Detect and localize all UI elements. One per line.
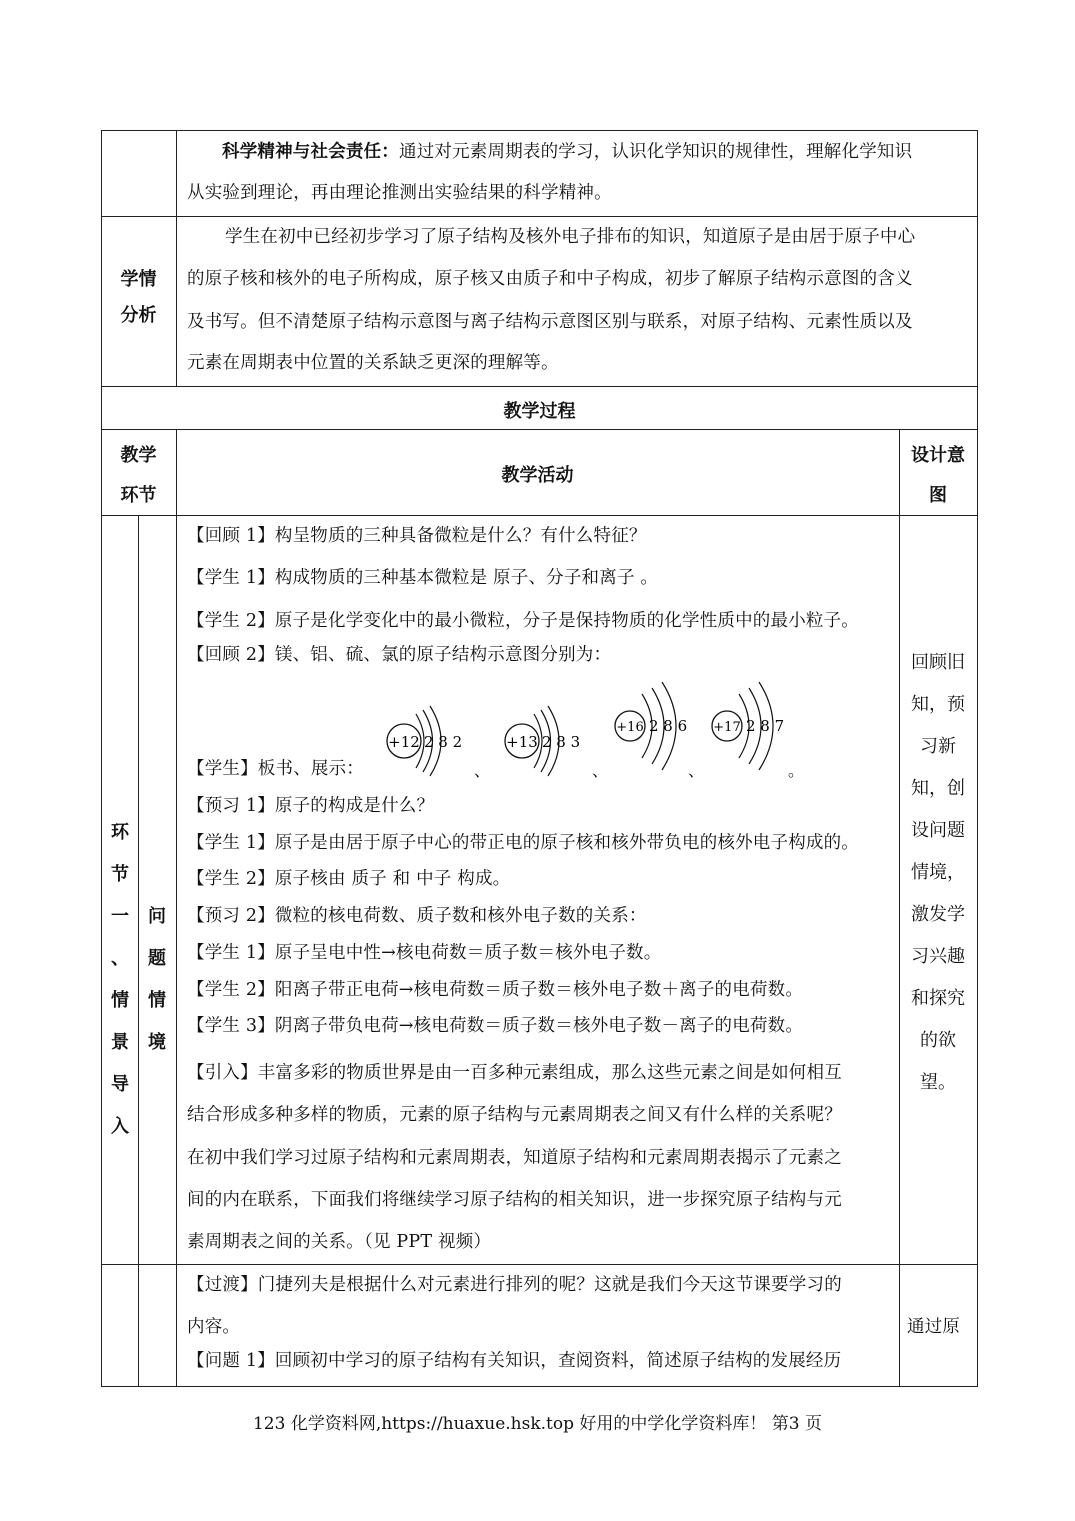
activity-line: 【学生 1】原子是由居于原子中心的带正电的原子核和核外带负电的核外电子构成的。 — [187, 833, 859, 853]
intent-line: 和探究 — [911, 988, 965, 1009]
stage-char: 、 — [111, 948, 129, 969]
row-divider — [101, 515, 978, 516]
page-footer: 123 化学资料网,https://huaxue.hsk.top 好用的中学化学资料库！ 第3 页 — [252, 1414, 823, 1434]
analysis-line-4: 元素在周期表中位置的关系缺乏更深的理解等。 — [187, 353, 559, 373]
activity-line: 结合形成多种多样的物质，元素的原子结构与元素周期表之间又有什么样的关系呢？ — [187, 1105, 842, 1125]
intent-line: 知，创 — [911, 778, 965, 799]
activity-line: 【学生】板书、展示： — [187, 759, 364, 779]
literacy-line-2: 从实验到理论，再由理论推测出实验结果的科学精神。 — [187, 183, 612, 203]
analysis-line-3: 及书写。但不清楚原子结构示意图与离子结构示意图区别与联系，对原子结构、元素性质以及 — [187, 312, 913, 332]
stage-char: 环 — [111, 822, 129, 843]
activity-line: 【问题 1】回顾初中学习的原子结构有关知识，查阅资料，简述原子结构的发展经历 — [187, 1351, 842, 1371]
col-divider — [899, 429, 900, 1386]
activity-line: 【过渡】门捷列夫是根据什么对元素进行排列的呢？这就是我们今天这节课要学习的 — [187, 1275, 842, 1295]
activity-line: 【学生 3】阴离子带负电荷→核电荷数＝质子数＝核外电子数－离子的电荷数。 — [187, 1016, 804, 1036]
activity-line: 【回顾 2】镁、铝、硫、氯的原子结构示意图分别为： — [187, 645, 612, 665]
analysis-line-1: 学生在初中已经初步学习了原子结构及核外电子排布的知识，知道原子是由居于原子中心 — [225, 227, 916, 247]
literacy-bold-label: 科学精神与社会责任： — [222, 142, 399, 162]
row-divider — [101, 216, 978, 217]
activity-line: 素周期表之间的关系。（见 PPT 视频） — [187, 1232, 492, 1252]
activity-line: 【预习 1】原子的构成是什么？ — [187, 796, 435, 816]
analysis-label-line-2: 分析 — [120, 305, 157, 326]
sub-stage-char: 境 — [148, 1032, 166, 1053]
row-divider — [101, 1264, 978, 1265]
literacy-text: 通过对元素周期表的学习，认识化学知识的规律性，理解化学知识 — [399, 142, 913, 162]
activity-line: 【学生 1】原子呈电中性→核电荷数＝质子数＝核外电子数。 — [187, 943, 662, 963]
stage-char: 情 — [111, 990, 129, 1011]
activity-line: 【学生 2】原子核由 质子 和 中子 构成。 — [187, 869, 511, 889]
atom-shell-label: 2 8 3 — [542, 733, 581, 751]
stage-char: 导 — [111, 1074, 129, 1095]
intent-line: 激发学 — [911, 904, 965, 925]
design-intent-2: 通过原 — [907, 1317, 961, 1337]
stage-char: 入 — [111, 1116, 129, 1137]
atom-shell-label: 2 8 7 — [746, 717, 785, 735]
header-stage-line-1: 教学 — [120, 445, 157, 466]
analysis-label — [101, 262, 176, 334]
analysis-label-line-1: 学情 — [120, 269, 157, 290]
diagram-separator: 、 — [592, 761, 609, 780]
col-divider — [176, 130, 177, 386]
atom-nucleus-label: +17 — [713, 720, 741, 735]
atom-nucleus-label: +12 — [388, 733, 420, 751]
activity-line: 【学生 2】阳离子带正电荷→核电荷数＝质子数＝核外电子数＋离子的电荷数。 — [187, 980, 804, 1000]
stage-char: 一 — [111, 906, 129, 927]
atom-nucleus-label: +16 — [616, 720, 644, 735]
intent-line: 设问题 — [911, 820, 965, 841]
activity-line: 【学生 1】构成物质的三种基本微粒是 原子、分子和离子 。 — [187, 568, 659, 588]
row-divider — [101, 386, 978, 387]
intent-line: 的欲 — [920, 1030, 956, 1051]
activity-line: 间的内在联系，下面我们将继续学习原子结构的相关知识，进一步探究原子结构与元 — [187, 1190, 842, 1210]
table-border-top — [101, 130, 978, 131]
header-intent-line-2: 图 — [929, 485, 947, 506]
header-stage-line-2: 环节 — [120, 485, 157, 506]
intent-line: 习兴趣 — [911, 946, 965, 967]
atom-diagram-al — [505, 706, 608, 780]
sub-stage-char: 题 — [148, 948, 166, 969]
table-border-bottom — [101, 1386, 978, 1387]
sub-stage-char: 情 — [148, 990, 166, 1011]
design-intent — [907, 642, 969, 1104]
atom-diagram-cl — [712, 682, 804, 780]
diagram-separator: 、 — [474, 761, 491, 780]
diagram-separator: 、 — [688, 761, 705, 780]
diagram-separator: 。 — [788, 761, 805, 780]
atom-diagrams — [370, 672, 810, 782]
atom-nucleus-label: +13 — [506, 733, 538, 751]
sub-stage-label — [137, 896, 177, 1064]
stage-char: 节 — [111, 864, 129, 885]
process-title: 教学过程 — [503, 401, 576, 422]
intent-line: 习新 — [920, 736, 956, 757]
atom-shell-label: 2 8 6 — [649, 717, 688, 735]
intent-line: 回顾旧 — [911, 652, 965, 673]
header-stage — [101, 436, 176, 516]
stage-label — [100, 812, 140, 1148]
activity-line: 【回顾 1】构呈物质的三种具备微粒是什么？有什么特征？ — [187, 526, 647, 546]
analysis-line-2: 的原子核和核外的电子所构成，原子核又由质子和中子构成，初步了解原子结构示意图的含义 — [187, 269, 913, 289]
intent-line: 望。 — [920, 1072, 956, 1093]
activity-line: 【预习 2】微粒的核电荷数、质子数和核外电子数的关系： — [187, 906, 647, 926]
activity-line: 【引入】丰富多彩的物质世界是由一百多种元素组成，那么这些元素之间是如何相互 — [187, 1063, 842, 1083]
row-divider — [101, 429, 978, 430]
activity-line: 【学生 2】原子是化学变化中的最小微粒，分子是保持物质的化学性质中的最小粒子。 — [187, 611, 859, 631]
activity-line: 在初中我们学习过原子结构和元素周期表，知道原子结构和元素周期表揭示了元素之 — [187, 1148, 842, 1168]
header-activity: 教学活动 — [501, 465, 574, 486]
literacy-line-1 — [222, 142, 912, 163]
intent-line: 知，预 — [911, 694, 965, 715]
intent-line: 情境， — [911, 862, 965, 883]
table-border-right — [977, 130, 978, 1387]
header-intent — [899, 436, 977, 516]
atom-shell-label: 2 8 2 — [424, 733, 463, 751]
sub-stage-char: 问 — [148, 906, 166, 927]
atom-diagram-mg — [387, 706, 490, 780]
activity-line: 内容。 — [187, 1317, 241, 1337]
atom-diagram-s — [615, 682, 704, 780]
stage-char: 景 — [111, 1032, 129, 1053]
header-intent-line-1: 设计意 — [911, 445, 965, 466]
